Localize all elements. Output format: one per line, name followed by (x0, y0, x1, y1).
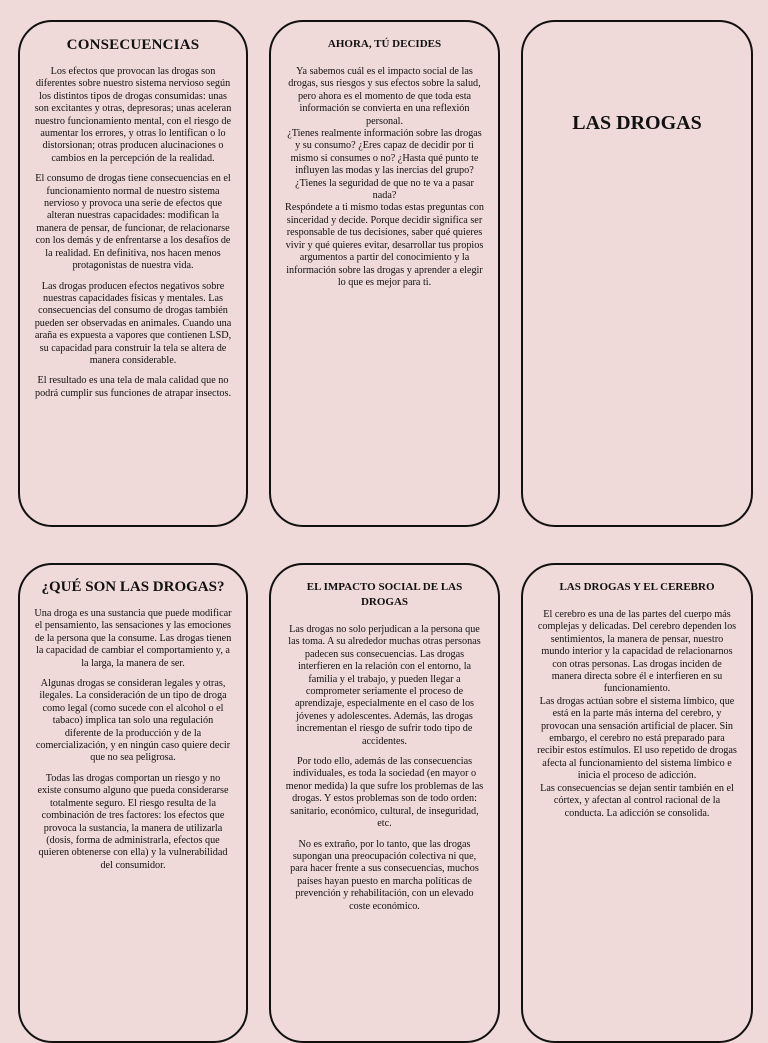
que-son-title: ¿QUÉ SON LAS DROGAS? (41, 579, 225, 595)
impacto-paragraph-1: Las drogas no solo perjudican a la persona que las toma. A su alrededor muchas otras personas padecen sus consecuencias. Las drogas interfieren en la relación con el entorno, la familia y el trabajo, y pueden llegar a comprometer seriamente el proceso de aprendizaje, especialmente en el caso de los jóvenes y adolescentes. Además, las drogas incrementan el riesgo de sufrir todo tipo de accidentes. (288, 624, 481, 747)
que-son-paragraph-2: Algunas drogas se consideran legales y otras, ilegales. La consideración de un tipo de droga como legal (como sucede con el alcohol o el tabaco) implica tan solo una regulación diferente de la producción y de la comercialización, y en ningún caso quiere decir que no sea peligrosa. (35, 678, 231, 764)
cover-title: LAS DROGAS (572, 112, 702, 134)
cerebro-title: LAS DROGAS Y EL CEREBRO (559, 581, 715, 593)
consecuencias-paragraph-3: Las drogas producen efectos negativos sobre nuestras capacidades físicas y mentales. Las consecuencias del consumo de drogas también pueden ser observadas en animales. Cuando una araña es expuesta a vapores que contienen LSD, su capacidad para construir la tela se altera de manera considerable. (34, 280, 232, 366)
panel-drogas-y-cerebro (521, 563, 753, 1043)
panel-impacto-social (269, 563, 500, 1043)
panel-cover (521, 20, 753, 527)
ahora-body-text: Ya sabemos cuál es el impacto social de las drogas, sus riesgos y sus efectos sobre la salud, pero ahora es el momento de que toda esta información se convierta en una reflexión personal. ¿Tienes realmente información sobre las drogas y su consumo? ¿Eres capaz de decidir por ti mismo si consumes o no? ¿Hasta qué punto te influyen las modas y las inercias del grupo? ¿Tienes la seguridad de que no te va a pasar nada? Respóndete a ti mismo todas estas preguntas con sinceridad y decide. Porque decidir significa ser responsable de tus decisiones, saber qué quieres vivir y qué quieres evitar, desarrollar tus propios argumentos a partir del conocimiento y la información sobre las drogas y aprender a elegir lo que es mejor para ti. (285, 66, 484, 288)
panel-consecuencias (18, 20, 248, 527)
ahora-title: AHORA, TÚ DECIDES (327, 38, 442, 50)
panel-ahora-tu-decides (269, 20, 500, 527)
consecuencias-paragraph-1: Los efectos que provocan las drogas son diferentes sobre nuestro sistema nervioso según los distintos tipos de drogas consumidas: unas son excitantes y otras, depresoras; unas aceleran nuestro funcionamiento mental, con el riesgo de aumentar los errores, y otras lo lentifican o lo distorsionan; otras producen alucinaciones o cambios en la percepción de la realidad. (34, 66, 232, 164)
que-son-paragraph-1: Una droga es una sustancia que puede modificar el pensamiento, las sensaciones y las emociones de la persona que la consume. Las drogas tienen la capacidad de cambiar el comportamiento y, a la larga, la manera de ser. (34, 608, 232, 669)
panel-que-son-las-drogas (18, 563, 248, 1043)
impacto-title: EL IMPACTO SOCIAL DE LAS DROGAS (306, 581, 463, 608)
cerebro-body-text: El cerebro es una de las partes del cuerpo más complejas y delicadas. Del cerebro dependen los sentimientos, la manera de pensar, nuestro mundo interior y la capacidad de relacionarnos con otras personas. Las drogas inciden de manera directa sobre él e interfieren en su funcionamiento. Las drogas actúan sobre el sistema límbico, que está en la parte más interna del cerebro, y provocan una sensación artificial de placer. Sin embargo, el cerebro no está preparado para recibir estos estímulos. El uso repetido de drogas afecta al funcionamiento del sistema límbico e inicia el proceso de adicción. Las consecuencias se dejan sentir también en el córtex, y afectan al control racional de la conducta. La adicción se consolida. (537, 609, 737, 819)
consecuencias-paragraph-4: El resultado es una tela de mala calidad que no podrá cumplir sus funciones de atrapar insectos. (34, 375, 232, 399)
que-son-paragraph-3: Todas las drogas comportan un riesgo y no existe consumo alguno que pueda considerarse totalmente seguro. El riesgo resulta de la combinación de tres factores: los efectos que provoca la sustancia, la manera de utilizarla (dosis, forma de administrarla, efectos que quieren obtenerse con ella) y la vulnerabilidad del consumidor. (37, 772, 229, 871)
impacto-paragraph-2: Por todo ello, además de las consecuencias individuales, es toda la sociedad (en mayor o menor medida) la que sufre los problemas de las drogas. Y estos problemas son de todo orden: sanitario, económico, cultural, de inseguridad, etc. (285, 756, 484, 830)
consecuencias-title: CONSECUENCIAS (66, 37, 200, 53)
impacto-paragraph-3: No es extraño, por lo tanto, que las drogas supongan una preocupación colectiva ni que, para hacer frente a sus consecuencias, muchos países hayan puesto en marcha políticas de prevención y rehabilitación, con un elevado coste económico. (290, 838, 479, 912)
consecuencias-paragraph-2: El consumo de drogas tiene consecuencias en el funcionamiento normal de nuestro sistema nervioso y provoca una serie de efectos que alteran nuestras capacidades: modifican la manera de pensar, de funcionar, de relacionarse con los demás y de enfrentarse a los desafíos de la realidad. En definitiva, nos hacen menos protagonistas de nuestra vida. (35, 173, 231, 272)
